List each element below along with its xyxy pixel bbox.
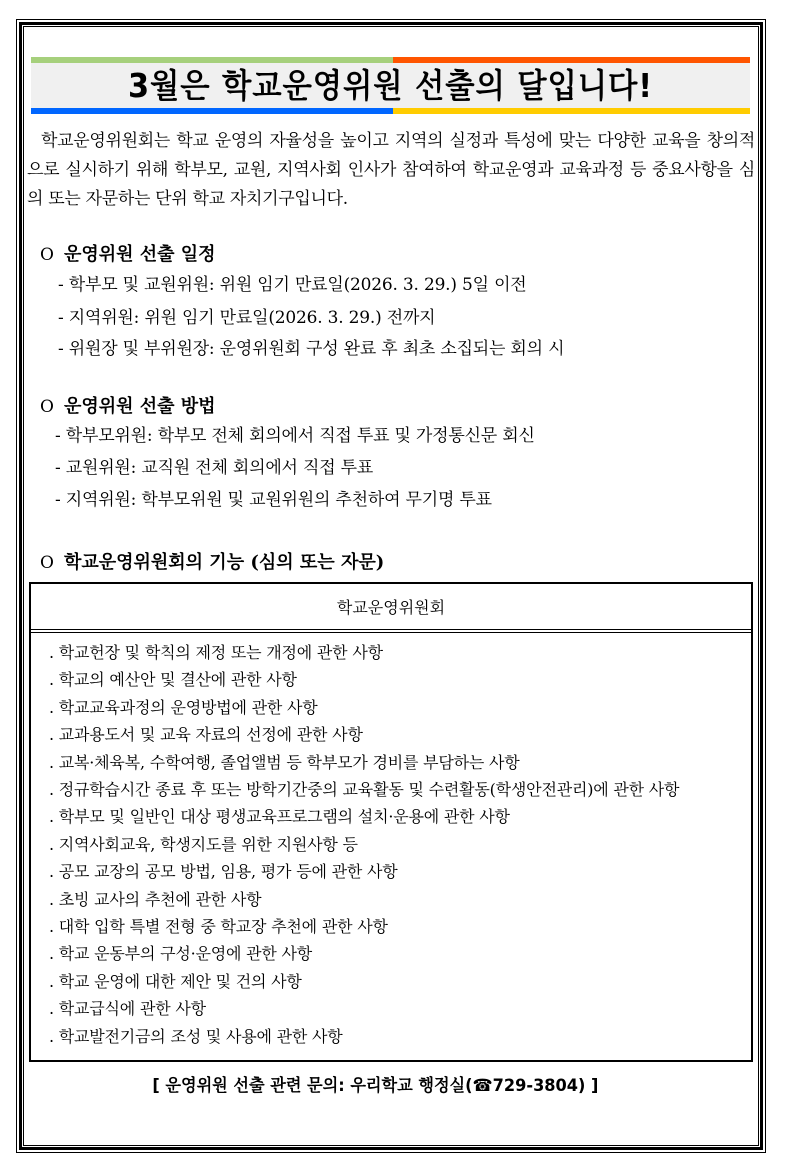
circle-bullet-icon: O: [40, 553, 54, 573]
title-bar-bottom-left: [31, 108, 393, 114]
function-item: . 공모 교장의 공모 방법, 임용, 평가 등에 관한 사항: [49, 862, 398, 882]
title-bar-top-right: [393, 57, 750, 63]
function-item: . 학교의 예산안 및 결산에 관한 사항: [49, 670, 297, 690]
functions-list: [31, 633, 751, 1050]
title-bar-bottom-right: [393, 108, 750, 114]
schedule-item: - 위원장 및 부위원장: 운영위원회 구성 완료 후 최초 소집되는 회의 시: [58, 339, 565, 359]
schedule-item: - 학부모 및 교원위원: 위원 임기 만료일(2026. 3. 29.) 5일 이전: [58, 275, 527, 295]
function-item: . 학교 운동부의 구성·운영에 관한 사항: [49, 944, 313, 964]
section-heading-method: [40, 394, 216, 420]
intro-paragraph: [27, 127, 755, 214]
section-title: 학교운영위원회의 기능 (심의 또는 자문): [63, 552, 385, 573]
circle-bullet-icon: O: [40, 397, 54, 417]
method-item: - 학부모위원: 학부모 전체 회의에서 직접 투표 및 가정통신문 회신: [55, 426, 535, 446]
page-title: 3월은 학교운영위원 선출의 달입니다!: [127, 66, 654, 105]
function-item: . 학교헌장 및 학칙의 제정 또는 개정에 관한 사항: [49, 643, 383, 662]
section-title: 운영위원 선출 일정: [63, 244, 216, 265]
function-item: . 교복·체육복, 수학여행, 졸업앨범 등 학부모가 경비를 부담하는 사항: [49, 752, 520, 772]
function-item: . 학교교육과정의 운영방법에 관한 사항: [49, 697, 318, 717]
method-item: - 지역위원: 학부모위원 및 교원위원의 추천하여 무기명 투표: [55, 490, 492, 510]
contact-info: [ 운영위원 선출 관련 문의: 우리학교 행정실(☎729-3804) ]: [152, 1076, 599, 1096]
function-item: . 지역사회교육, 학생지도를 위한 지원사항 등: [49, 834, 358, 854]
function-item: . 정규학습시간 종료 후 또는 방학기간중의 교육활동 및 수련활동(학생안전관리)에 관한 사항: [49, 780, 680, 800]
circle-bullet-icon: O: [40, 245, 54, 265]
function-item: . 학교발전기금의 조성 및 사용에 관한 사항: [49, 1026, 343, 1046]
section-heading-schedule: [40, 242, 216, 268]
title-bar-top-left: [31, 57, 393, 63]
functions-table: [29, 582, 753, 1062]
function-item: . 교과용도서 및 교육 자료의 선정에 관한 사항: [49, 725, 363, 745]
function-item: . 대학 입학 특별 전형 중 학교장 추천에 관한 사항: [49, 917, 388, 937]
section-title: 운영위원 선출 방법: [63, 396, 216, 417]
section-heading-functions: [40, 550, 384, 576]
intro-text: 학교운영위원회는 학교 운영의 자율성을 높이고 지역의 실정과 특성에 맞는 다양한 교육을 창의적으로 실시하기 위해 학부모, 교원, 지역사회 인사가 참여하여 학교운영과 교육과정 등 중요사항을 심의 또는 자문하는 단위 학교 자치기구입니다.: [27, 131, 755, 209]
function-item: . 학교 운영에 대한 제안 및 건의 사항: [49, 971, 302, 991]
schedule-item: - 지역위원: 위원 임기 만료일(2026. 3. 29.) 전까지: [58, 308, 436, 328]
functions-table-header: 학교운영위원회: [31, 584, 751, 630]
function-item: . 학부모 및 일반인 대상 평생교육프로그램의 설치·운용에 관한 사항: [49, 807, 510, 827]
function-item: . 초빙 교사의 추천에 관한 사항: [49, 889, 262, 909]
function-item: . 학교급식에 관한 사항: [49, 999, 206, 1019]
method-item: - 교원위원: 교직원 전체 회의에서 직접 투표: [55, 458, 374, 478]
title-banner: [31, 57, 750, 114]
